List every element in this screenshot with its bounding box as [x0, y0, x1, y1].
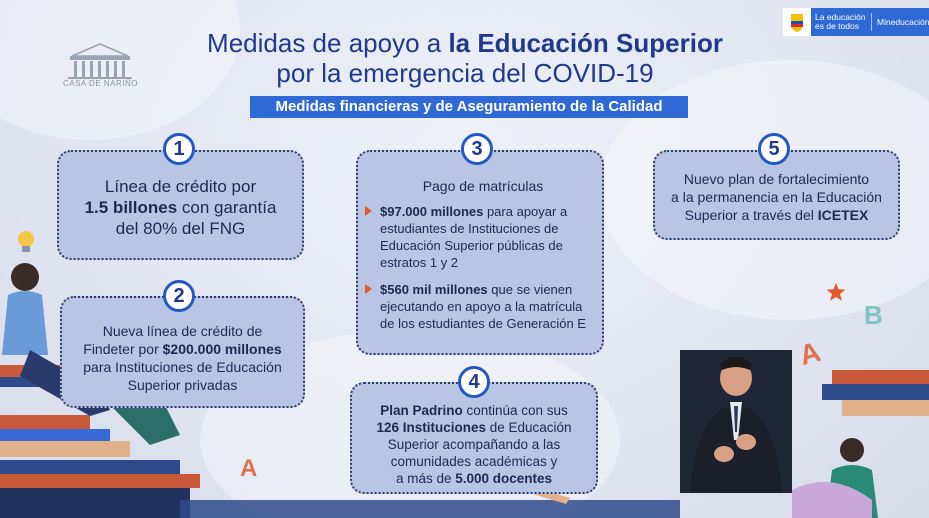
- card-text: comunidades académicas y: [390, 454, 558, 469]
- card-bold: ICETEX: [817, 207, 869, 223]
- card-bold: Plan Padrino: [380, 403, 463, 418]
- bullet-arrow-icon: [365, 206, 372, 216]
- card-text: de Educación: [485, 420, 572, 435]
- card-text: Nuevo plan de fortalecimiento: [683, 171, 870, 187]
- card-bold: 126 Instituciones: [376, 420, 486, 435]
- card-text: Superior a través del: [684, 207, 818, 223]
- card-text: continúa con sus: [462, 403, 568, 418]
- bullet-item: [378, 203, 588, 271]
- card-text: para apoyar a estudiantes de Instituciones de Educación Superior públicas de estratos 1 y 2: [380, 204, 568, 270]
- title-line2: por la emergencia del COVID-19: [276, 58, 654, 88]
- lightbulb-icon: [14, 228, 38, 258]
- card-text: Findeter por: [83, 341, 163, 357]
- number-badge: 5: [758, 133, 790, 165]
- title-plain: Medidas de apoyo a: [207, 28, 449, 58]
- card-bold: $560 mil millones: [380, 282, 488, 297]
- decor-letter: B: [864, 300, 883, 330]
- tagline-line: La educación: [815, 12, 866, 22]
- number-badge: 3: [461, 133, 493, 165]
- card-text: a la permanencia en la Educación: [671, 189, 882, 205]
- number-badge: 1: [163, 133, 195, 165]
- decor-letter: A: [796, 335, 824, 372]
- colombia-crest-icon: [783, 8, 811, 36]
- card-bold: $97.000 millones: [380, 204, 484, 219]
- number-badge: 2: [163, 280, 195, 312]
- card-bold: 1.5 billones: [84, 198, 178, 217]
- card-text: Línea de crédito por: [104, 177, 257, 196]
- info-card-1: [57, 150, 304, 260]
- card-text: para Instituciones de Educación: [83, 359, 282, 375]
- info-card-4: [350, 382, 598, 494]
- card-text: con garantía: [177, 198, 277, 217]
- card-text: del 80% del FNG: [115, 219, 246, 238]
- sign-language-interpreter-video: [680, 350, 792, 493]
- brand-tagline: [815, 13, 866, 31]
- info-card-3: [356, 150, 604, 355]
- card-heading: Pago de matrículas: [422, 178, 544, 194]
- brand-bar: [783, 8, 929, 36]
- card-bold: 5.000 docentes: [455, 471, 553, 486]
- decor-letter: A: [240, 455, 258, 482]
- tagline-line: es de todos: [815, 21, 859, 31]
- logo-label: CASA DE NARIÑO: [62, 79, 138, 88]
- card-bold: $200.000 millones: [162, 341, 282, 357]
- subtitle-banner: Medidas financieras y de Aseguramiento de la Calidad: [250, 96, 688, 118]
- card-text: Superior privadas: [127, 377, 238, 393]
- card-text: a más de: [395, 471, 456, 486]
- title-bold: la Educación Superior: [448, 28, 723, 58]
- info-card-2: [60, 296, 305, 408]
- ministry-label: Mineducación: [877, 17, 929, 27]
- page-title: [150, 28, 780, 88]
- bullet-arrow-icon: [365, 284, 372, 294]
- divider: [871, 13, 872, 31]
- star-icon: [826, 282, 846, 302]
- card-text: Nueva línea de crédito de: [102, 323, 263, 339]
- bullet-item: [378, 281, 588, 332]
- number-badge: 4: [458, 366, 490, 398]
- card-text: que se vienen ejecutando en apoyo a la matrícula de los estudiantes de Generación E: [380, 282, 586, 331]
- card-text: Superior acompañando a las: [387, 437, 561, 452]
